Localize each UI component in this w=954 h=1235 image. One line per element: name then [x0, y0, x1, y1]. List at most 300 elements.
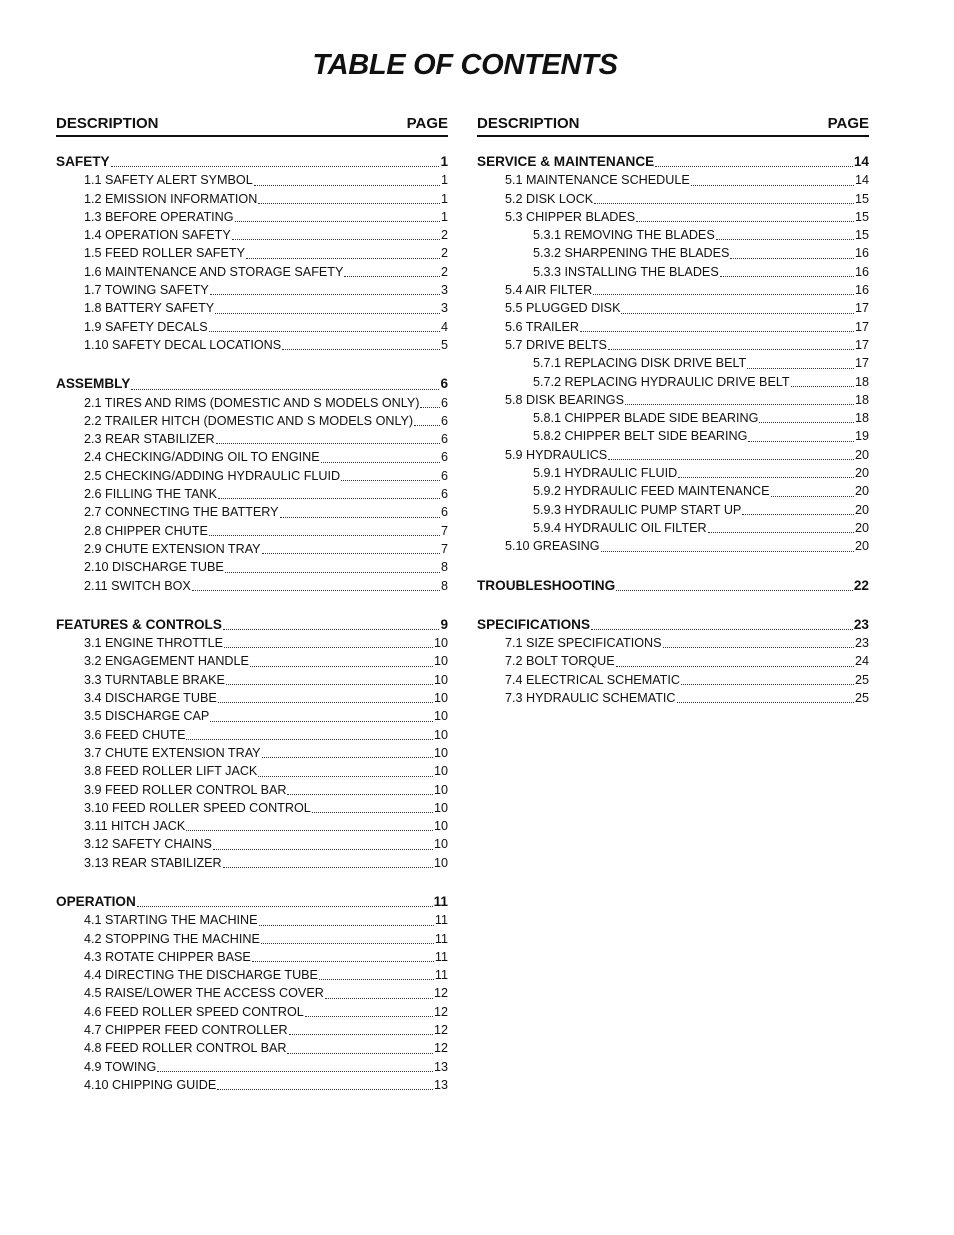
dot-leader: [344, 276, 440, 277]
entry-title: 5.9 HYDRAULICS: [505, 447, 608, 462]
entry-title: 1.6 MAINTENANCE AND STORAGE SAFETY: [84, 264, 344, 279]
toc-entry[interactable]: [56, 817, 448, 835]
dot-leader: [319, 979, 434, 980]
toc-entry[interactable]: [477, 634, 869, 652]
toc-entry[interactable]: [56, 707, 448, 725]
description-heading: DESCRIPTION: [477, 115, 580, 132]
toc-entry[interactable]: [56, 726, 448, 744]
toc-entry[interactable]: [477, 299, 869, 317]
toc-entry[interactable]: [56, 171, 448, 189]
toc-entry[interactable]: [477, 689, 869, 707]
entry-page-number: 18: [854, 374, 869, 389]
entry-page-number: 10: [433, 709, 448, 724]
entry-page-number: 10: [433, 654, 448, 669]
page-title: TABLE OF CONTENTS: [312, 49, 618, 81]
entry-title: 1.2 EMISSION INFORMATION: [84, 191, 258, 206]
dot-leader: [691, 185, 854, 186]
entry-title: 3.13 REAR STABILIZER: [84, 855, 222, 870]
dot-leader: [625, 404, 854, 405]
entry-page-number: 23: [853, 616, 869, 632]
entry-page-number: 6: [440, 468, 448, 483]
toc-entry[interactable]: [56, 762, 448, 780]
dot-leader: [287, 794, 433, 795]
entry-title: TROUBLESHOOTING: [477, 577, 616, 593]
entry-page-number: 3: [440, 301, 448, 316]
dot-leader: [621, 313, 854, 314]
toc-entry[interactable]: [56, 652, 448, 670]
toc-section: [56, 893, 448, 1094]
entry-title: 4.1 STARTING THE MACHINE: [84, 913, 258, 928]
toc-section-heading[interactable]: [477, 577, 869, 595]
dot-leader: [708, 532, 854, 533]
entry-title: 3.8 FEED ROLLER LIFT JACK: [84, 764, 258, 779]
toc-entry[interactable]: [477, 190, 869, 208]
dot-leader: [791, 386, 854, 387]
entry-title: 4.4 DIRECTING THE DISCHARGE TUBE: [84, 968, 318, 983]
entry-title: 5.3.1 REMOVING THE BLADES: [533, 228, 715, 243]
toc-entry[interactable]: [56, 190, 448, 208]
toc-entry[interactable]: [56, 299, 448, 317]
entry-page-number: 15: [854, 228, 869, 243]
entry-title: 3.3 TURNTABLE BRAKE: [84, 672, 225, 687]
toc-entry[interactable]: [56, 835, 448, 853]
toc-section-heading[interactable]: [56, 893, 448, 911]
toc-entry[interactable]: [56, 1021, 448, 1039]
toc-entry[interactable]: [477, 519, 869, 537]
entry-title: 5.10 GREASING: [505, 539, 600, 554]
toc-entry[interactable]: [56, 984, 448, 1002]
entry-page-number: 19: [854, 429, 869, 444]
toc-entry[interactable]: [477, 409, 869, 427]
entry-title: 7.1 SIZE SPECIFICATIONS: [505, 636, 662, 651]
toc-entry[interactable]: [56, 412, 448, 430]
toc-section-heading[interactable]: [477, 616, 869, 634]
dot-leader: [655, 166, 853, 167]
toc-entry[interactable]: [56, 1058, 448, 1076]
entry-title: SERVICE & MAINTENANCE: [477, 154, 655, 169]
toc-entry[interactable]: [56, 281, 448, 299]
entry-title: 5.9.2 HYDRAULIC FEED MAINTENANCE: [533, 484, 770, 499]
entry-title: 2.3 REAR STABILIZER: [84, 432, 215, 447]
entry-title: 4.10 CHIPPING GUIDE: [84, 1077, 217, 1092]
toc-entry[interactable]: [477, 244, 869, 262]
entry-page-number: 2: [440, 246, 448, 261]
toc-entry[interactable]: [477, 671, 869, 689]
entry-title: 5.2 DISK LOCK: [505, 191, 594, 206]
entry-page-number: 22: [853, 577, 869, 593]
dot-leader: [210, 721, 433, 722]
dot-leader: [223, 629, 440, 630]
column-header: [56, 115, 448, 137]
entry-title: SAFETY: [56, 154, 110, 169]
entry-page-number: 11: [434, 931, 448, 946]
dot-leader: [223, 867, 433, 868]
toc-entry[interactable]: [477, 208, 869, 226]
toc-entry[interactable]: [56, 540, 448, 558]
dot-leader: [262, 553, 440, 554]
dot-leader: [186, 830, 433, 831]
entry-title: 3.2 ENGAGEMENT HANDLE: [84, 654, 249, 669]
column-header: [477, 115, 869, 137]
dot-leader: [282, 349, 440, 350]
dot-leader: [678, 477, 854, 478]
dot-leader: [252, 961, 434, 962]
entry-title: 5.9.3 HYDRAULIC PUMP START UP: [533, 502, 742, 517]
entry-page-number: 17: [854, 319, 869, 334]
entry-page-number: 14: [854, 173, 869, 188]
toc-section: [477, 153, 869, 556]
entry-page-number: 10: [433, 819, 448, 834]
dot-leader: [192, 590, 440, 591]
dot-leader: [414, 425, 440, 426]
dot-leader: [218, 702, 433, 703]
dot-leader: [594, 203, 854, 204]
entry-page-number: 1: [440, 173, 448, 188]
toc-entry[interactable]: [56, 781, 448, 799]
toc-section-heading[interactable]: [477, 153, 869, 171]
dot-leader: [246, 258, 440, 259]
dot-leader: [730, 258, 854, 259]
entry-page-number: 11: [434, 968, 448, 983]
dot-leader: [261, 943, 434, 944]
toc-entry[interactable]: [56, 930, 448, 948]
dot-leader: [580, 331, 854, 332]
entry-page-number: 12: [433, 1023, 448, 1038]
entry-page-number: 12: [433, 986, 448, 1001]
toc-entry[interactable]: [477, 263, 869, 281]
dot-leader: [137, 906, 433, 907]
entry-title: 2.7 CONNECTING THE BATTERY: [84, 505, 279, 520]
entry-page-number: 17: [854, 356, 869, 371]
toc-entry[interactable]: [56, 671, 448, 689]
entry-page-number: 12: [433, 1004, 448, 1019]
toc-entry[interactable]: [56, 336, 448, 354]
entry-title: 5.1 MAINTENANCE SCHEDULE: [505, 173, 690, 188]
dot-leader: [226, 684, 433, 685]
entry-title: 2.8 CHIPPER CHUTE: [84, 523, 208, 538]
entry-page-number: 16: [854, 264, 869, 279]
entry-page-number: 20: [854, 520, 869, 535]
toc-entry[interactable]: [56, 1003, 448, 1021]
toc-entry[interactable]: [477, 336, 869, 354]
entry-title: 3.5 DISCHARGE CAP: [84, 709, 210, 724]
dot-leader: [663, 647, 854, 648]
toc-entry[interactable]: [56, 558, 448, 576]
entry-page-number: 9: [440, 616, 448, 632]
dot-leader: [591, 629, 853, 630]
toc-column-left: [56, 115, 448, 1115]
toc-entry[interactable]: [56, 318, 448, 336]
toc-entry[interactable]: [477, 501, 869, 519]
entry-title: 3.11 HITCH JACK: [84, 819, 186, 834]
toc-entry[interactable]: [56, 634, 448, 652]
dot-leader: [210, 294, 440, 295]
entry-title: 4.9 TOWING: [84, 1059, 157, 1074]
entry-page-number: 7: [440, 523, 448, 538]
toc-entry[interactable]: [477, 446, 869, 464]
entry-title: 5.8 DISK BEARINGS: [505, 392, 624, 407]
entry-page-number: 6: [440, 376, 448, 392]
toc-entry[interactable]: [477, 354, 869, 372]
entry-page-number: 5: [440, 337, 448, 352]
entry-title: 5.8.2 CHIPPER BELT SIDE BEARING: [533, 429, 748, 444]
dot-leader: [209, 535, 440, 536]
entry-page-number: 20: [854, 502, 869, 517]
entry-title: 3.1 ENGINE THROTTLE: [84, 636, 224, 651]
toc-entry[interactable]: [477, 537, 869, 555]
entry-title: 7.3 HYDRAULIC SCHEMATIC: [505, 691, 676, 706]
entry-page-number: 24: [854, 654, 869, 669]
entry-title: 2.11 SWITCH BOX: [84, 578, 191, 593]
entry-page-number: 17: [854, 301, 869, 316]
dot-leader: [616, 666, 854, 667]
entry-page-number: 15: [854, 209, 869, 224]
entry-title: 3.6 FEED CHUTE: [84, 727, 186, 742]
entry-page-number: 1: [440, 209, 448, 224]
dot-leader: [235, 221, 440, 222]
dot-leader: [771, 496, 854, 497]
entry-page-number: 10: [433, 800, 448, 815]
entry-title: 4.8 FEED ROLLER CONTROL BAR: [84, 1041, 287, 1056]
entry-page-number: 6: [440, 395, 448, 410]
entry-page-number: 6: [440, 487, 448, 502]
dot-leader: [258, 203, 440, 204]
entry-title: 5.9.4 HYDRAULIC OIL FILTER: [533, 520, 707, 535]
entry-title: 5.5 PLUGGED DISK: [505, 301, 621, 316]
entry-page-number: 4: [440, 319, 448, 334]
dot-leader: [341, 480, 440, 481]
toc-entry[interactable]: [56, 394, 448, 412]
dot-leader: [111, 166, 440, 167]
entry-title: 4.7 CHIPPER FEED CONTROLLER: [84, 1023, 288, 1038]
toc-section: [56, 153, 448, 354]
toc-entry[interactable]: [477, 281, 869, 299]
toc-section: [477, 577, 869, 595]
toc-entry[interactable]: [56, 208, 448, 226]
toc-right-entries: [477, 153, 869, 707]
toc-entry[interactable]: [56, 744, 448, 762]
entry-page-number: 10: [433, 691, 448, 706]
dot-leader: [131, 389, 439, 390]
entry-title: 3.7 CHUTE EXTENSION TRAY: [84, 745, 261, 760]
page-heading: PAGE: [406, 115, 448, 132]
dot-leader: [259, 925, 434, 926]
entry-title: 1.7 TOWING SAFETY: [84, 283, 209, 298]
entry-title: 5.6 TRAILER: [505, 319, 579, 334]
entry-page-number: 25: [854, 672, 869, 687]
entry-title: 2.4 CHECKING/ADDING OIL TO ENGINE: [84, 450, 320, 465]
entry-title: 3.12 SAFETY CHAINS: [84, 837, 212, 852]
toc-section: [56, 375, 448, 595]
toc-column-right: [477, 115, 869, 728]
entry-page-number: 10: [433, 636, 448, 651]
entry-page-number: 10: [433, 672, 448, 687]
dot-leader: [325, 998, 433, 999]
entry-title: 5.9.1 HYDRAULIC FLUID: [533, 466, 678, 481]
toc-entry[interactable]: [477, 427, 869, 445]
entry-title: 3.10 FEED ROLLER SPEED CONTROL: [84, 800, 311, 815]
entry-title: 7.4 ELECTRICAL SCHEMATIC: [505, 672, 680, 687]
entry-page-number: 23: [854, 636, 869, 651]
toc-entry[interactable]: [56, 577, 448, 595]
entry-title: 1.8 BATTERY SAFETY: [84, 301, 215, 316]
dot-leader: [258, 776, 433, 777]
entry-page-number: 10: [433, 727, 448, 742]
dot-leader: [742, 514, 854, 515]
dot-leader: [209, 331, 440, 332]
entry-title: 2.9 CHUTE EXTENSION TRAY: [84, 541, 261, 556]
entry-page-number: 10: [433, 745, 448, 760]
toc-entry[interactable]: [56, 799, 448, 817]
dot-leader: [289, 1034, 433, 1035]
entry-title: 1.3 BEFORE OPERATING: [84, 209, 234, 224]
entry-page-number: 2: [440, 228, 448, 243]
dot-leader: [250, 666, 433, 667]
toc-entry[interactable]: [56, 226, 448, 244]
entry-page-number: 1: [440, 154, 448, 169]
entry-page-number: 20: [854, 466, 869, 481]
entry-page-number: 8: [440, 560, 448, 575]
dot-leader: [216, 443, 440, 444]
entry-title: 2.1 TIRES AND RIMS (DOMESTIC AND S MODELS ONLY): [84, 395, 420, 410]
dot-leader: [748, 441, 854, 442]
toc-entry[interactable]: [477, 464, 869, 482]
dot-leader: [608, 459, 854, 460]
dot-leader: [312, 812, 433, 813]
dot-leader: [225, 572, 440, 573]
toc-entry[interactable]: [477, 318, 869, 336]
dot-leader: [218, 498, 440, 499]
toc-section: [56, 616, 448, 872]
entry-page-number: 16: [854, 246, 869, 261]
entry-title: 1.5 FEED ROLLER SAFETY: [84, 246, 245, 261]
toc-entry[interactable]: [56, 503, 448, 521]
entry-title: 7.2 BOLT TORQUE: [505, 654, 615, 669]
entry-page-number: 2: [440, 264, 448, 279]
dot-leader: [213, 849, 433, 850]
entry-title: 4.2 STOPPING THE MACHINE: [84, 931, 260, 946]
toc-entry[interactable]: [56, 522, 448, 540]
toc-entry[interactable]: [56, 966, 448, 984]
toc-section-heading[interactable]: [56, 375, 448, 393]
toc-entry[interactable]: [56, 467, 448, 485]
entry-page-number: 25: [854, 691, 869, 706]
entry-title: ASSEMBLY: [56, 376, 131, 392]
entry-title: 4.3 ROTATE CHIPPER BASE: [84, 949, 251, 964]
entry-title: 5.3 CHIPPER BLADES: [505, 209, 636, 224]
entry-title: 4.5 RAISE/LOWER THE ACCESS COVER: [84, 986, 324, 1001]
entry-page-number: 7: [440, 541, 448, 556]
entry-title: FEATURES & CONTROLS: [56, 616, 222, 632]
dot-leader: [215, 313, 440, 314]
dot-leader: [677, 702, 854, 703]
entry-title: 5.7 DRIVE BELTS: [505, 337, 607, 352]
toc-entry[interactable]: [477, 171, 869, 189]
entry-page-number: 6: [440, 505, 448, 520]
entry-page-number: 20: [854, 484, 869, 499]
entry-title: 2.10 DISCHARGE TUBE: [84, 560, 224, 575]
toc-entry[interactable]: [56, 244, 448, 262]
entry-title: 1.9 SAFETY DECALS: [84, 319, 208, 334]
entry-page-number: 8: [440, 578, 448, 593]
dot-leader: [593, 294, 854, 295]
entry-page-number: 10: [433, 837, 448, 852]
toc-entry[interactable]: [56, 1076, 448, 1094]
entry-title: 4.6 FEED ROLLER SPEED CONTROL: [84, 1004, 304, 1019]
toc-entry[interactable]: [56, 854, 448, 872]
toc-section-heading[interactable]: [56, 153, 448, 171]
entry-title: 1.1 SAFETY ALERT SYMBOL: [84, 173, 253, 188]
entry-page-number: 15: [854, 191, 869, 206]
entry-page-number: 11: [434, 913, 448, 928]
entry-page-number: 10: [433, 782, 448, 797]
entry-page-number: 6: [440, 450, 448, 465]
dot-leader: [224, 647, 433, 648]
entry-title: 5.7.1 REPLACING DISK DRIVE BELT: [533, 356, 747, 371]
entry-title: SPECIFICATIONS: [477, 616, 591, 632]
entry-page-number: 20: [854, 539, 869, 554]
toc-entry[interactable]: [56, 263, 448, 281]
toc-section-heading[interactable]: [56, 616, 448, 634]
entry-page-number: 14: [853, 154, 869, 169]
page-heading: PAGE: [827, 115, 869, 132]
entry-title: 5.4 AIR FILTER: [505, 283, 593, 298]
dot-leader: [759, 422, 854, 423]
dot-leader: [232, 239, 440, 240]
entry-title: 1.4 OPERATION SAFETY: [84, 228, 231, 243]
toc-entry[interactable]: [477, 391, 869, 409]
toc-entry[interactable]: [477, 373, 869, 391]
toc-entry[interactable]: [56, 430, 448, 448]
dot-leader: [287, 1053, 433, 1054]
entry-page-number: 13: [433, 1077, 448, 1092]
toc-entry[interactable]: [477, 226, 869, 244]
toc-entry[interactable]: [56, 689, 448, 707]
description-heading: DESCRIPTION: [56, 115, 159, 132]
toc-entry[interactable]: [56, 948, 448, 966]
entry-page-number: 1: [440, 191, 448, 206]
entry-page-number: 10: [433, 855, 448, 870]
toc-entry[interactable]: [56, 911, 448, 929]
dot-leader: [321, 462, 440, 463]
entry-page-number: 18: [854, 392, 869, 407]
dot-leader: [636, 221, 854, 222]
entry-page-number: 12: [433, 1041, 448, 1056]
toc-entry[interactable]: [477, 652, 869, 670]
toc-entry[interactable]: [56, 485, 448, 503]
entry-page-number: 17: [854, 337, 869, 352]
entry-page-number: 13: [433, 1059, 448, 1074]
entry-page-number: 20: [854, 447, 869, 462]
entry-page-number: 3: [440, 283, 448, 298]
dot-leader: [254, 185, 440, 186]
toc-entry[interactable]: [56, 1039, 448, 1057]
dot-leader: [186, 739, 433, 740]
dot-leader: [608, 349, 854, 350]
dot-leader: [747, 368, 854, 369]
dot-leader: [262, 757, 433, 758]
dot-leader: [217, 1089, 433, 1090]
entry-title: 2.2 TRAILER HITCH (DOMESTIC AND S MODELS ONLY): [84, 413, 414, 428]
entry-page-number: 6: [440, 413, 448, 428]
toc-entry[interactable]: [477, 482, 869, 500]
entry-page-number: 10: [433, 764, 448, 779]
dot-leader: [616, 590, 853, 591]
toc-section: [477, 616, 869, 707]
dot-leader: [157, 1071, 433, 1072]
dot-leader: [420, 407, 440, 408]
toc-entry[interactable]: [56, 448, 448, 466]
